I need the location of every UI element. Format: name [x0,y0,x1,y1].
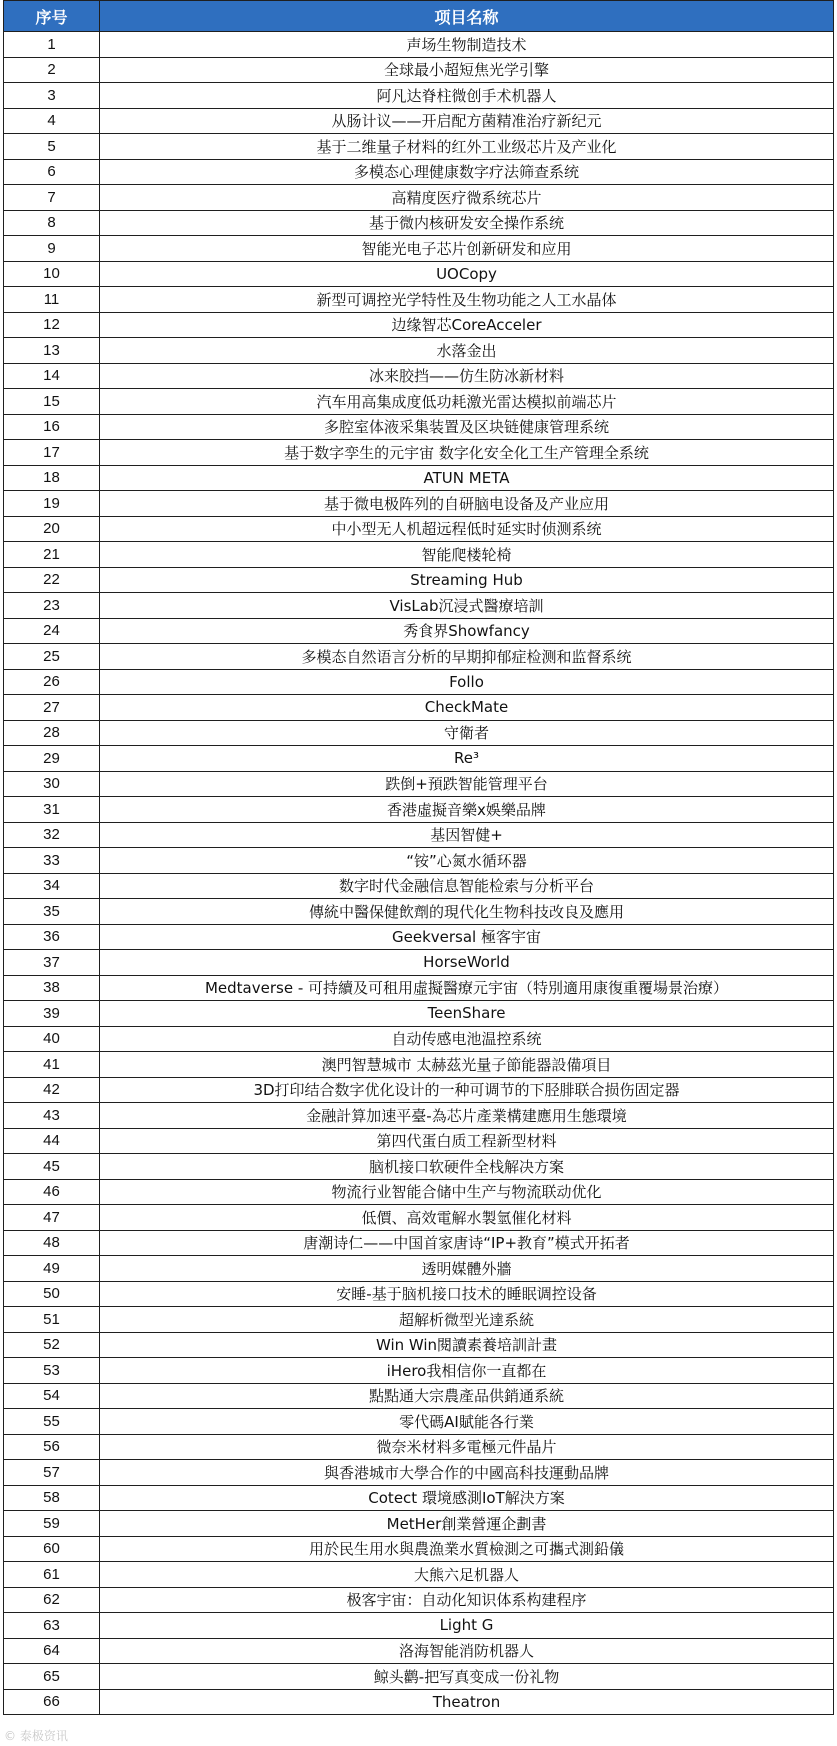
row-number-cell: 51 [4,1307,100,1333]
table-body [4,32,834,1715]
row-number-cell: 62 [4,1587,100,1613]
table-row [4,210,834,236]
row-number-cell: 42 [4,1077,100,1103]
table-row [4,414,834,440]
project-name-cell: iHero我相信你一直都在 [100,1358,834,1384]
table-row [4,1383,834,1409]
table-row [4,1154,834,1180]
table-row [4,1358,834,1384]
table-header-row [4,1,834,32]
table-row [4,1256,834,1282]
row-number-cell: 37 [4,950,100,976]
row-number-cell: 18 [4,465,100,491]
project-name-cell: 洛海智能消防机器人 [100,1638,834,1664]
project-table [3,0,834,1715]
table-row [4,159,834,185]
project-name-cell: “铵”心氮水循环器 [100,848,834,874]
table-row [4,57,834,83]
table-row [4,542,834,568]
row-number-cell: 56 [4,1434,100,1460]
table-row [4,1332,834,1358]
project-name-cell: 多模态心理健康数字疗法筛查系统 [100,159,834,185]
table-row [4,1409,834,1435]
project-name-cell: Streaming Hub [100,567,834,593]
row-number-cell: 24 [4,618,100,644]
project-name-cell: 多腔室体液采集装置及区块链健康管理系统 [100,414,834,440]
watermark-text: © 泰极资讯 [4,1729,68,1743]
row-number-cell: 17 [4,440,100,466]
row-number-cell: 43 [4,1103,100,1129]
project-name-cell: 用於民生用水與農漁業水質檢測之可攜式測鉛儀 [100,1536,834,1562]
table-row [4,873,834,899]
table-row [4,771,834,797]
table-row [4,1536,834,1562]
project-name-cell: 香港虛擬音樂x娛樂品牌 [100,797,834,823]
table-row [4,1689,834,1715]
row-number-cell: 41 [4,1052,100,1078]
table-row [4,1103,834,1129]
project-name-cell: 守衛者 [100,720,834,746]
row-number-cell: 11 [4,287,100,313]
project-name-cell: 超解析微型光達系統 [100,1307,834,1333]
table-row [4,1179,834,1205]
row-number-cell: 36 [4,924,100,950]
project-name-cell: 澳門智慧城市 太赫茲光量子節能器設備項目 [100,1052,834,1078]
project-name-cell: 脑机接口软硬件全栈解决方案 [100,1154,834,1180]
project-name-cell: 第四代蛋白质工程新型材料 [100,1128,834,1154]
table-row [4,924,834,950]
row-number-cell: 9 [4,236,100,262]
table-row [4,389,834,415]
project-name-cell: 新型可调控光学特性及生物功能之人工水晶体 [100,287,834,313]
project-name-cell: 水落金出 [100,338,834,364]
project-name-cell: 基于二维量子材料的红外工业级芯片及产业化 [100,134,834,160]
row-number-cell: 34 [4,873,100,899]
row-number-cell: 26 [4,669,100,695]
project-name-cell: Light G [100,1613,834,1639]
project-name-cell: 自动传感电池温控系统 [100,1026,834,1052]
row-number-cell: 31 [4,797,100,823]
table-row [4,287,834,313]
table-row [4,83,834,109]
row-number-cell: 58 [4,1485,100,1511]
table-row [4,720,834,746]
project-name-cell: HorseWorld [100,950,834,976]
project-name-cell: 基因智健+ [100,822,834,848]
table-row [4,465,834,491]
table-row [4,1434,834,1460]
project-name-cell: 金融計算加速平臺-為芯片產業構建應用生態環境 [100,1103,834,1129]
table-row [4,975,834,1001]
row-number-cell: 28 [4,720,100,746]
row-number-cell: 22 [4,567,100,593]
table-row [4,108,834,134]
project-name-cell: 冰来胶挡——仿生防冰新材料 [100,363,834,389]
row-number-cell: 65 [4,1664,100,1690]
project-name-cell: Medtaverse - 可持續及可租用虛擬醫療元宇宙（特別適用康復重覆場景治療） [100,975,834,1001]
row-number-cell: 21 [4,542,100,568]
table-row [4,32,834,58]
project-name-cell: 微奈米材料多電極元件晶片 [100,1434,834,1460]
row-number-cell: 61 [4,1562,100,1588]
row-number-cell: 47 [4,1205,100,1231]
header-project-name: 项目名称 [100,1,834,32]
project-name-cell: 多模态自然语言分析的早期抑郁症检测和监督系统 [100,644,834,670]
project-name-cell: 唐潮诗仁——中国首家唐诗“IP+教育”模式开拓者 [100,1230,834,1256]
project-name-cell: 與香港城市大學合作的中國高科技運動品牌 [100,1460,834,1486]
row-number-cell: 27 [4,695,100,721]
table-row [4,338,834,364]
row-number-cell: 66 [4,1689,100,1715]
table-row [4,797,834,823]
project-name-cell: 跌倒+預跌智能管理平台 [100,771,834,797]
table-row [4,822,834,848]
row-number-cell: 40 [4,1026,100,1052]
row-number-cell: 39 [4,1001,100,1027]
row-number-cell: 64 [4,1638,100,1664]
row-number-cell: 6 [4,159,100,185]
row-number-cell: 29 [4,746,100,772]
row-number-cell: 38 [4,975,100,1001]
row-number-cell: 54 [4,1383,100,1409]
row-number-cell: 4 [4,108,100,134]
row-number-cell: 60 [4,1536,100,1562]
project-name-cell: 智能爬楼轮椅 [100,542,834,568]
row-number-cell: 53 [4,1358,100,1384]
project-name-cell: 基于微电极阵列的自研脑电设备及产业应用 [100,491,834,517]
project-name-cell: 智能光电子芯片创新研发和应用 [100,236,834,262]
project-list-sheet [3,0,833,1715]
project-name-cell: 声场生物制造技术 [100,32,834,58]
table-row [4,1026,834,1052]
table-row [4,440,834,466]
table-row [4,899,834,925]
project-name-cell: 物流行业智能合储中生产与物流联动优化 [100,1179,834,1205]
project-name-cell: 数字时代金融信息智能检索与分析平台 [100,873,834,899]
table-row [4,1511,834,1537]
table-row [4,1128,834,1154]
project-name-cell: 基于微内核研发安全操作系统 [100,210,834,236]
row-number-cell: 57 [4,1460,100,1486]
row-number-cell: 59 [4,1511,100,1537]
header-number: 序号 [4,1,100,32]
project-name-cell: 安睡-基于脑机接口技术的睡眠调控设备 [100,1281,834,1307]
row-number-cell: 7 [4,185,100,211]
row-number-cell: 16 [4,414,100,440]
project-name-cell: MetHer創業營運企劃書 [100,1511,834,1537]
row-number-cell: 46 [4,1179,100,1205]
row-number-cell: 20 [4,516,100,542]
table-row [4,1307,834,1333]
row-number-cell: 55 [4,1409,100,1435]
table-row [4,1638,834,1664]
table-row [4,312,834,338]
project-name-cell: 基于数字孪生的元宇宙 数字化安全化工生产管理全系统 [100,440,834,466]
table-row [4,1485,834,1511]
project-name-cell: 极客宇宙：自动化知识体系构建程序 [100,1587,834,1613]
project-name-cell: 傳統中醫保健飲劑的現代化生物科技改良及應用 [100,899,834,925]
row-number-cell: 14 [4,363,100,389]
row-number-cell: 30 [4,771,100,797]
table-row [4,1281,834,1307]
project-name-cell: 大熊六足机器人 [100,1562,834,1588]
row-number-cell: 19 [4,491,100,517]
row-number-cell: 5 [4,134,100,160]
table-row [4,516,834,542]
row-number-cell: 1 [4,32,100,58]
table-row [4,1613,834,1639]
table-row [4,236,834,262]
row-number-cell: 50 [4,1281,100,1307]
project-name-cell: UOCopy [100,261,834,287]
table-row [4,134,834,160]
row-number-cell: 8 [4,210,100,236]
project-name-cell: Re³ [100,746,834,772]
project-name-cell: 點點通大宗農產品供銷通系統 [100,1383,834,1409]
row-number-cell: 45 [4,1154,100,1180]
table-row [4,950,834,976]
row-number-cell: 15 [4,389,100,415]
project-name-cell: 低價、高效電解水製氫催化材料 [100,1205,834,1231]
table-row [4,1052,834,1078]
row-number-cell: 3 [4,83,100,109]
project-name-cell: 阿凡达脊柱微创手术机器人 [100,83,834,109]
project-name-cell: 零代碼AI賦能各行業 [100,1409,834,1435]
row-number-cell: 48 [4,1230,100,1256]
project-name-cell: Geekversal 極客宇宙 [100,924,834,950]
table-row [4,1230,834,1256]
project-name-cell: 中小型无人机超远程低时延实时侦测系统 [100,516,834,542]
project-name-cell: TeenShare [100,1001,834,1027]
row-number-cell: 49 [4,1256,100,1282]
table-row [4,1001,834,1027]
project-name-cell: CheckMate [100,695,834,721]
table-row [4,848,834,874]
row-number-cell: 35 [4,899,100,925]
row-number-cell: 10 [4,261,100,287]
project-name-cell: 3D打印结合数字优化设计的一种可调节的下胫腓联合损伤固定器 [100,1077,834,1103]
project-name-cell: 全球最小超短焦光学引擎 [100,57,834,83]
project-name-cell: VisLab沉浸式醫療培訓 [100,593,834,619]
table-row [4,261,834,287]
table-row [4,491,834,517]
project-name-cell: Theatron [100,1689,834,1715]
table-row [4,567,834,593]
row-number-cell: 25 [4,644,100,670]
row-number-cell: 52 [4,1332,100,1358]
row-number-cell: 13 [4,338,100,364]
table-row [4,1205,834,1231]
row-number-cell: 32 [4,822,100,848]
table-row [4,593,834,619]
row-number-cell: 44 [4,1128,100,1154]
row-number-cell: 63 [4,1613,100,1639]
table-row [4,185,834,211]
project-name-cell: 从肠计议——开启配方菌精准治疗新纪元 [100,108,834,134]
project-name-cell: 边缘智芯CoreAcceler [100,312,834,338]
table-row [4,1562,834,1588]
project-name-cell: 高精度医疗微系统芯片 [100,185,834,211]
table-row [4,363,834,389]
project-name-cell: 鲸头鹳-把写真变成一份礼物 [100,1664,834,1690]
table-row [4,618,834,644]
row-number-cell: 2 [4,57,100,83]
table-row [4,695,834,721]
project-name-cell: ATUN META [100,465,834,491]
project-name-cell: Win Win閱讀素養培訓計畫 [100,1332,834,1358]
project-name-cell: 汽车用高集成度低功耗激光雷达模拟前端芯片 [100,389,834,415]
row-number-cell: 12 [4,312,100,338]
project-name-cell: 透明媒體外牆 [100,1256,834,1282]
table-row [4,1077,834,1103]
project-name-cell: Cotect 環境感測IoT解決方案 [100,1485,834,1511]
table-row [4,746,834,772]
table-row [4,1664,834,1690]
table-row [4,644,834,670]
row-number-cell: 33 [4,848,100,874]
table-row [4,1587,834,1613]
row-number-cell: 23 [4,593,100,619]
table-row [4,1460,834,1486]
project-name-cell: 秀食界Showfancy [100,618,834,644]
project-name-cell: Follo [100,669,834,695]
table-row [4,669,834,695]
